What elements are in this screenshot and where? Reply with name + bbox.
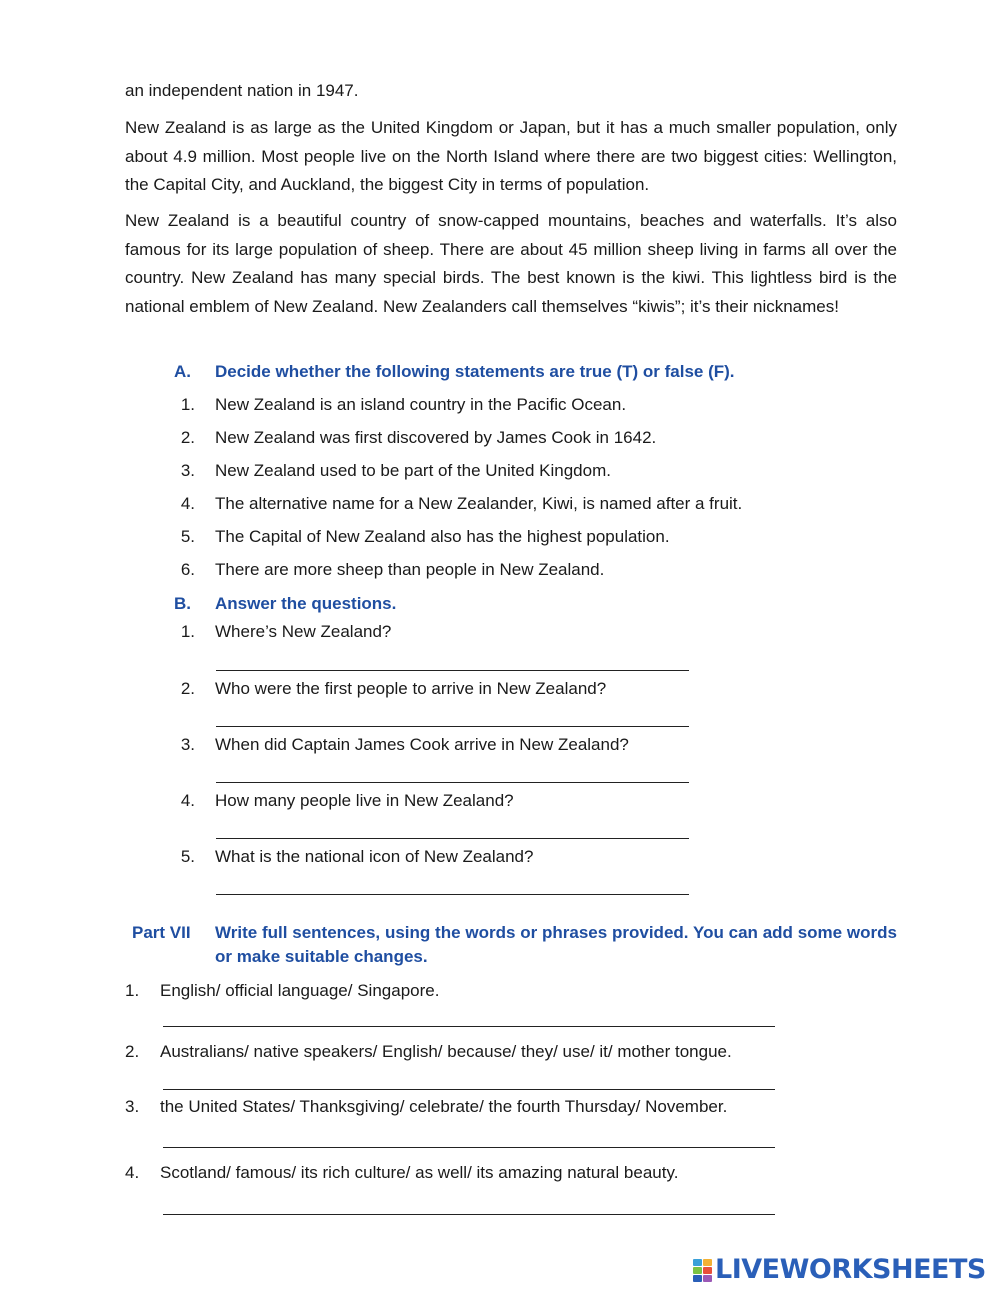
question-item xyxy=(174,845,533,869)
answer-line xyxy=(216,726,689,727)
sentence-input-3[interactable] xyxy=(163,1124,773,1146)
sentence-item xyxy=(125,1161,678,1185)
statement-item xyxy=(174,459,611,483)
statement-item xyxy=(174,426,656,450)
answer-line xyxy=(163,1147,775,1148)
sentence-input-4[interactable] xyxy=(163,1190,773,1212)
statement-number: 4. xyxy=(180,494,195,513)
sentence-number: 3. xyxy=(125,1097,140,1116)
statement-item xyxy=(174,558,604,582)
sentence-input-1[interactable] xyxy=(163,1003,773,1025)
question-text: How many people live in New Zealand? xyxy=(215,791,514,810)
logo-block xyxy=(703,1259,712,1266)
statement-number: 3. xyxy=(180,461,195,480)
logo-block xyxy=(703,1275,712,1282)
reading-paragraph-2: New Zealand is a beautiful country of snow-capped mountains, beaches and waterfalls. It’s also famous for its large population of sheep. There are about 45 million sheep living in farms all over the country. New Zealand has many special birds. The best known is the kiwi. This lightless bird is the national emblem of New Zealand. New Zealanders call themselves “kiwis”; it’s their nicknames! xyxy=(125,211,897,316)
question-text: Where’s New Zealand? xyxy=(215,622,392,641)
sentence-item xyxy=(125,1095,727,1119)
question-text: Who were the first people to arrive in New Zealand? xyxy=(215,679,607,698)
question-text: What is the national icon of New Zealand? xyxy=(215,847,534,866)
part7-title: Write full sentences, using the words or phrases provided. You can add some words or make suitable changes. xyxy=(215,923,897,966)
section-a-label: A. xyxy=(174,362,191,381)
question-number: 2. xyxy=(180,679,195,698)
statement-number: 5. xyxy=(180,527,195,546)
logo-block xyxy=(693,1275,702,1282)
liveworksheets-logo xyxy=(693,1256,986,1284)
statement-item xyxy=(174,492,742,516)
section-b-heading xyxy=(174,592,396,616)
question-text: When did Captain James Cook arrive in New Zealand? xyxy=(215,735,629,754)
answer-line xyxy=(216,670,689,671)
statement-number: 6. xyxy=(180,560,195,579)
statement-text: New Zealand is an island country in the Pacific Ocean. xyxy=(215,395,627,414)
section-a-heading xyxy=(174,360,735,384)
question-number: 1. xyxy=(180,622,195,641)
statement-text: New Zealand used to be part of the United Kingdom. xyxy=(215,461,611,480)
answer-input-b4[interactable] xyxy=(216,815,688,837)
statement-item xyxy=(174,393,626,417)
answer-line xyxy=(216,894,689,895)
question-item xyxy=(174,677,606,701)
statement-text: The alternative name for a New Zealander, Kiwi, is named after a fruit. xyxy=(215,494,743,513)
answer-line xyxy=(216,838,689,839)
section-a-title: Decide whether the following statements are true (T) or false (F). xyxy=(215,362,735,381)
section-b-title: Answer the questions. xyxy=(215,594,397,613)
statement-text: The Capital of New Zealand also has the highest population. xyxy=(215,527,670,546)
sentence-number: 4. xyxy=(125,1163,140,1182)
question-item xyxy=(174,620,391,644)
logo-block xyxy=(693,1259,702,1266)
part7-heading xyxy=(132,921,897,969)
statement-text: There are more sheep than people in New Zealand. xyxy=(215,560,605,579)
statement-number: 1. xyxy=(180,395,195,414)
logo-block xyxy=(703,1267,712,1274)
reading-paragraph-0: an independent nation in 1947. xyxy=(125,81,359,100)
logo-text: LIVEWORKSHEETS xyxy=(715,1254,986,1285)
sentence-number: 1. xyxy=(125,981,140,1000)
answer-input-b2[interactable] xyxy=(216,703,688,725)
question-item xyxy=(174,789,514,813)
sentence-prompt: Australians/ native speakers/ English/ because/ they/ use/ it/ mother tongue. xyxy=(160,1042,732,1061)
statement-text: New Zealand was first discovered by James Cook in 1642. xyxy=(215,428,657,447)
question-number: 4. xyxy=(180,791,195,810)
part7-label: Part VII xyxy=(132,923,191,942)
answer-input-b5[interactable] xyxy=(216,871,688,893)
question-number: 5. xyxy=(180,847,195,866)
sentence-prompt: English/ official language/ Singapore. xyxy=(160,981,440,1000)
sentence-prompt: Scotland/ famous/ its rich culture/ as well/ its amazing natural beauty. xyxy=(160,1163,679,1182)
sentence-prompt: the United States/ Thanksgiving/ celebrate/ the fourth Thursday/ November. xyxy=(160,1097,728,1116)
sentence-number: 2. xyxy=(125,1042,140,1061)
sentence-input-2[interactable] xyxy=(163,1066,773,1088)
answer-input-b1[interactable] xyxy=(216,647,688,669)
reading-paragraph-1: New Zealand is as large as the United Kingdom or Japan, but it has a much smaller population, only about 4.9 million. Most people live on the North Island where there are two biggest cities: Wellington, the Capital City, and Auckland, the biggest City in terms of population. xyxy=(125,118,897,194)
logo-block xyxy=(693,1267,702,1274)
answer-line xyxy=(216,782,689,783)
statement-number: 2. xyxy=(180,428,195,447)
logo-blocks-icon xyxy=(693,1259,712,1282)
answer-line xyxy=(163,1214,775,1215)
sentence-item xyxy=(125,979,439,1003)
sentence-item xyxy=(125,1040,732,1064)
question-item xyxy=(174,733,629,757)
question-number: 3. xyxy=(180,735,195,754)
answer-line xyxy=(163,1089,775,1090)
section-b-label: B. xyxy=(174,594,191,613)
answer-line xyxy=(163,1026,775,1027)
statement-item xyxy=(174,525,670,549)
answer-input-b3[interactable] xyxy=(216,759,688,781)
